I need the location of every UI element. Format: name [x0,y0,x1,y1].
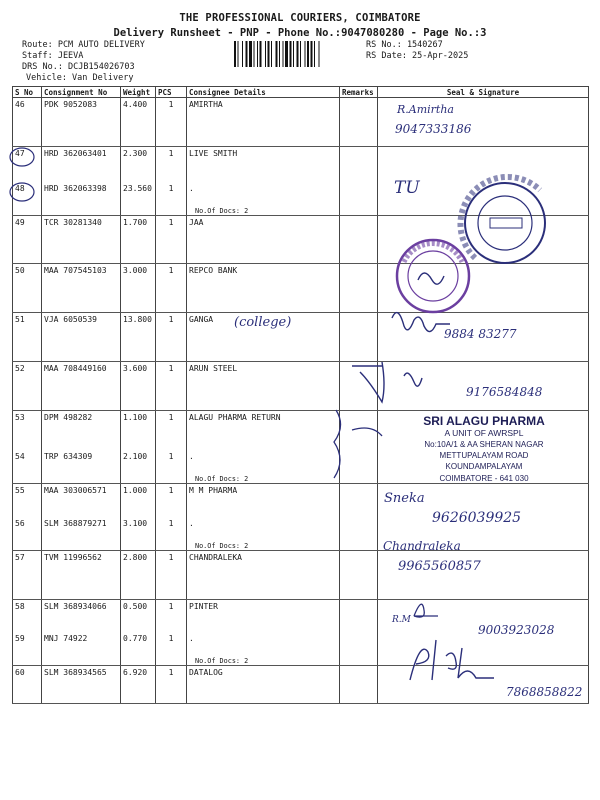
col-remarks: Remarks [340,87,378,98]
row-weight-text: 3.600 [123,363,148,373]
row-consignment-no-text: VJA 6050539 [44,314,97,324]
row-weight [121,98,156,147]
row-consignment-no-text: MNJ 74922 [44,634,88,643]
row-seal-signature [378,312,589,361]
rs-date: RS Date: 25-Apr-2025 [366,51,469,61]
row-weight [121,666,156,704]
stamp-line-5: KOUNDAMPALAYAM [445,462,523,471]
row-weight-text: 1.100 [123,412,148,422]
row-consignee [187,666,340,704]
table-row [13,361,589,410]
row-consignee [187,215,340,263]
row-consignment-no [42,550,121,599]
row-weight [121,517,156,551]
table-row [13,517,589,551]
row-consignee [187,632,340,666]
row-seal-signature [378,361,589,410]
row-pcs [156,147,187,182]
row-seal-signature [378,632,589,666]
col-pcs: PCS [156,87,187,98]
row-sno [13,632,42,666]
row-seal-signature [378,450,589,484]
row-weight-text: 23.560 [123,183,152,193]
col-consignment: Consignment No [42,87,121,98]
row-weight-text: 1.000 [123,486,148,495]
row-pcs [156,450,187,484]
table-row [13,550,589,599]
row-weight [121,410,156,450]
table-row [13,263,589,312]
row-consignee-text: AMIRTHA [189,100,223,109]
handwritten-phone-rm: 9003923028 [478,623,555,637]
handwritten-phone-datalog: 7868858822 [506,685,583,699]
row-weight [121,215,156,263]
row-sno-text: 52 [15,363,25,373]
row-weight [121,599,156,632]
handwritten-phone-arun: 9176584848 [466,385,543,399]
row-sno-text: 60 [15,668,25,677]
row-weight [121,263,156,312]
row-consignment-no-text: HRD 362063401 [44,149,107,158]
handwritten-signature-rm: R.M [392,615,411,625]
table-row [13,666,589,704]
row-pcs-text: 1 [168,668,174,677]
row-consignment-no-text: HRD 362063398 [44,183,107,193]
row-consignee [187,361,340,410]
row-consignee [187,147,340,182]
row-sno [13,517,42,551]
row-consignee-text: . [189,634,194,643]
rs-number: RS No.: 1540267 [366,40,443,50]
row-consignment-no [42,98,121,147]
row-remarks [340,410,378,450]
row-sno-text: 46 [15,100,25,109]
row-consignee [187,312,340,361]
row-pcs-text: 1 [168,634,174,643]
row-seal-signature [378,550,589,599]
row-pcs [156,361,187,410]
row-seal-signature [378,666,589,704]
row-consignment-no-text: TRP 634309 [44,452,93,461]
table-row [13,410,589,450]
row-remarks [340,312,378,361]
row-consignment-no [42,147,121,182]
row-sno [13,550,42,599]
row-pcs-text: 1 [168,518,174,528]
row-weight-text: 2.300 [123,149,148,158]
row-sno [13,484,42,517]
row-seal-signature [378,215,589,263]
row-sno-text: 53 [15,412,25,422]
table-row [13,182,589,216]
row-sno [13,450,42,484]
row-remarks [340,666,378,704]
row-remarks [340,361,378,410]
row-sno [13,599,42,632]
vehicle-label: Vehicle: Van Delivery [26,73,134,83]
row-weight-text: 2.100 [123,452,148,461]
row-consignee [187,263,340,312]
row-consignment-no-text: TVM 11996562 [44,552,102,562]
row-sno-text: 58 [15,601,25,611]
row-remarks [340,484,378,517]
row-pcs [156,599,187,632]
row-sno-text: 49 [15,217,25,227]
row-pcs [156,550,187,599]
row-weight [121,550,156,599]
row-consignment-no-text: MAA 303006571 [44,486,107,495]
stamp-line-6: COIMBATORE - 641 030 [439,474,529,483]
row-seal-signature [378,263,589,312]
row-pcs-text: 1 [168,486,174,495]
row-sno-text: 54 [15,452,25,461]
row-weight-text: 13.800 [123,314,152,324]
row-weight-text: 0.770 [123,634,148,643]
row-weight [121,361,156,410]
table-row [13,450,589,484]
row-weight [121,182,156,216]
handwritten-phone-sneka: 9626039925 [432,510,522,526]
row-sno [13,215,42,263]
row-pcs [156,182,187,216]
row-pcs [156,484,187,517]
row-pcs [156,98,187,147]
table-row [13,632,589,666]
row-weight-text: 1.700 [123,217,148,227]
row-consignment-no-text: SLM 368934066 [44,601,107,611]
row-pcs-text: 1 [168,363,174,373]
row-pcs [156,517,187,551]
row-consignee [187,98,340,147]
row-consignment-no [42,632,121,666]
row-consignee [187,599,340,632]
row-consignee [187,517,340,551]
row-consignment-no [42,312,121,361]
row-pcs-text: 1 [168,412,174,422]
row-remarks [340,550,378,599]
row-weight [121,312,156,361]
row-consignee-text: JAA [189,217,204,227]
row-remarks [340,215,378,263]
row-consignment-no [42,484,121,517]
table-row [13,599,589,632]
row-sno [13,410,42,450]
row-consignee [187,450,340,484]
row-pcs [156,312,187,361]
handwritten-signature-sneka: Sneka [384,491,425,506]
row-consignment-no [42,666,121,704]
row-consignment-no [42,517,121,551]
row-sno [13,263,42,312]
row-weight-text: 6.920 [123,668,148,677]
row-remarks [340,182,378,216]
handwritten-signature-tu: TU [394,178,420,198]
row-consignee-text: ALAGU PHARMA RETURN [189,412,281,422]
row-consignee-text: CHANDRALEKA [189,552,242,562]
row-consignment-no [42,182,121,216]
row-weight [121,484,156,517]
row-remarks [340,450,378,484]
row-pcs-text: 1 [168,100,174,109]
company-title: THE PROFESSIONAL COURIERS, COIMBATORE [179,12,421,24]
row-seal-signature [378,484,589,517]
no-of-docs: No.Of Docs: 2 [195,206,249,215]
row-consignment-no [42,361,121,410]
staff-label: Staff: JEEVA [22,51,84,61]
row-remarks [340,147,378,182]
row-sno [13,361,42,410]
handwritten-phone-ganga: 9884 83277 [444,327,517,341]
row-seal-signature [378,517,589,551]
row-weight-text: 0.500 [123,601,148,611]
row-weight-text: 2.800 [123,552,148,562]
row-consignment-no-text: DPM 498282 [44,412,93,422]
table-row [13,312,589,361]
no-of-docs: No.Of Docs: 2 [195,657,249,665]
row-sno [13,98,42,147]
row-sno-text: 59 [15,634,25,643]
row-pcs-text: 1 [168,601,174,611]
table-row [13,98,589,147]
row-consignment-no-text: PDK 9052083 [44,100,97,109]
table-row [13,215,589,263]
row-pcs-text: 1 [168,265,174,275]
handwritten-signature-chandraleka: Chandraleka [383,539,461,553]
row-remarks [340,263,378,312]
col-sno: S No [13,87,42,98]
runsheet-subtitle: Delivery Runsheet - PNP - Phone No.:9047080280 - Page No.:3 [113,27,487,39]
row-consignee-text: M M PHARMA [189,486,238,495]
row-sno [13,312,42,361]
row-consignee-text: REPCO BANK [189,265,238,275]
stamp-line-2: A UNIT OF AWRSPL [444,428,524,438]
row-sno-text: 50 [15,265,25,275]
row-pcs-text: 1 [168,217,174,227]
row-consignment-no [42,263,121,312]
row-consignment-no [42,410,121,450]
row-sno [13,666,42,704]
row-consignee [187,410,340,450]
row-consignment-no-text: SLM 368879271 [44,518,107,528]
row-consignee-text: . [189,452,194,461]
row-sno [13,182,42,216]
row-consignment-no-text: MAA 707545103 [44,265,107,275]
route-label: Route: PCM AUTO DELIVERY [22,40,145,50]
stamp-line-3: No:10A/1 & AA SHERAN NAGAR [424,440,544,449]
col-consignee: Consignee Details [187,87,340,98]
stamp-line-1: SRI ALAGU PHARMA [423,414,545,428]
row-pcs-text: 1 [168,149,174,158]
row-sno-text: 55 [15,486,25,495]
row-weight [121,450,156,484]
col-seal: Seal & Signature [378,87,589,98]
row-consignment-no-text: TCR 30281340 [44,217,102,227]
row-seal-signature [378,410,589,450]
stamp-line-4: METTUPALAYAM ROAD [439,451,529,460]
row-consignee-text: DATALOG [189,668,223,677]
handwritten-phone-amirtha: 9047333186 [395,122,472,136]
row-consignment-no-text: SLM 368934565 [44,668,107,677]
row-pcs-text: 1 [168,314,174,324]
row-seal-signature [378,98,589,147]
row-remarks [340,98,378,147]
row-pcs [156,215,187,263]
table-row [13,484,589,517]
row-pcs-text: 1 [168,183,174,193]
handwritten-signature-amirtha: R.Amirtha [397,103,454,116]
row-consignee-text: . [189,183,194,193]
handwritten-phone-chandraleka: 9965560857 [398,559,481,574]
row-consignment-no [42,599,121,632]
row-pcs-text: 1 [168,552,174,562]
row-sno-text: 57 [15,552,25,562]
row-weight-text: 3.000 [123,265,148,275]
row-weight-text: 3.100 [123,518,148,528]
row-seal-signature [378,182,589,216]
row-weight [121,632,156,666]
row-seal-signature [378,599,589,632]
barcode [232,41,356,67]
row-pcs [156,263,187,312]
row-consignee [187,182,340,216]
col-weight: Weight [121,87,156,98]
row-consignment-no [42,215,121,263]
row-consignee [187,484,340,517]
row-pcs [156,410,187,450]
row-pcs [156,666,187,704]
row-weight [121,147,156,182]
row-sno-text: 48 [15,183,25,193]
table-row [13,147,589,182]
row-remarks [340,632,378,666]
row-sno [13,147,42,182]
row-pcs [156,632,187,666]
row-pcs-text: 1 [168,452,174,461]
row-consignee [187,550,340,599]
row-sno-text: 51 [15,314,25,324]
row-consignee-text: PINTER [189,601,218,611]
row-remarks [340,517,378,551]
row-weight-text: 4.400 [123,100,148,109]
row-consignee-text: LIVE SMITH [189,149,238,158]
row-sno-text: 56 [15,518,25,528]
table-header [13,87,589,98]
row-consignee-text: . [189,518,194,528]
drs-number: DRS No.: DCJB154026703 [22,62,135,72]
row-sno-text: 47 [15,149,25,158]
row-consignment-no-text: MAA 708449160 [44,363,107,373]
no-of-docs: No.Of Docs: 2 [195,475,249,483]
no-of-docs: No.Of Docs: 2 [195,541,249,550]
row-seal-signature [378,147,589,182]
row-consignment-no [42,450,121,484]
row-consignee-text: GANGA [189,314,214,324]
row-consignee-text: ARUN STEEL [189,363,238,373]
row-remarks [340,599,378,632]
runsheet-table [12,86,589,704]
handwritten-college: (college) [234,315,292,330]
